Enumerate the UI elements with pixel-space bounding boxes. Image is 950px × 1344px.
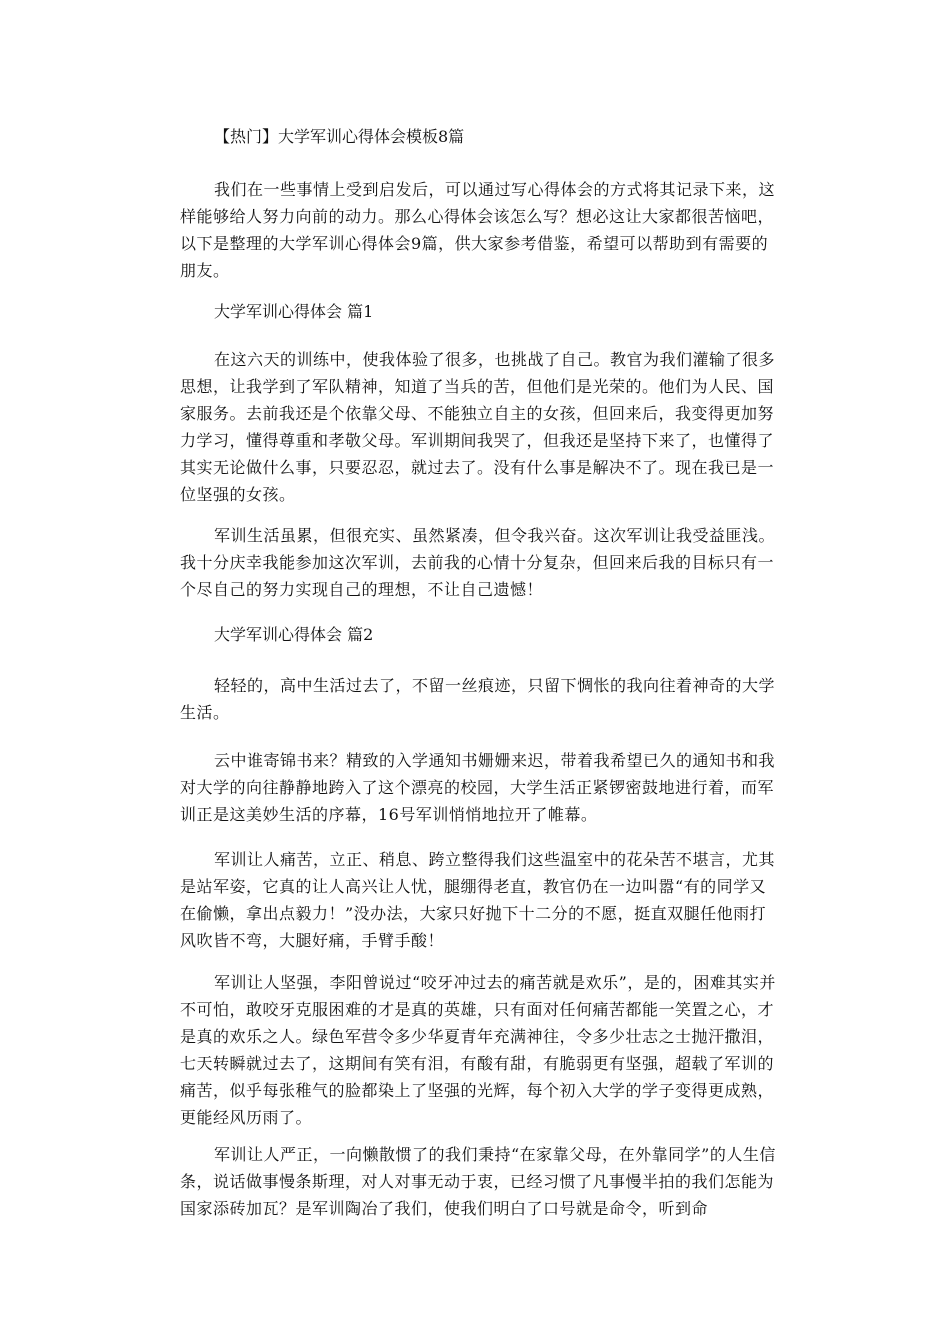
section-1-paragraph-2: 军训生活虽累，但很充实、虽然紧凑，但令我兴奋。这次军训让我受益匪浅。我十分庆幸我能参加这次军训，去前我的心情十分复杂，但回来后我的目标只有一个尽自己的努力实现自己的理想，不让自己遗憾！ — [180, 526, 776, 599]
section-2-paragraph-1: 轻轻的，高中生活过去了，不留一丝痕迹，只留下惆怅的我向往着神奇的大学生活。 — [180, 676, 776, 722]
section-heading-2: 大学军训心得体会 篇2 — [214, 625, 374, 644]
section-heading-1: 大学军训心得体会 篇1 — [214, 302, 374, 321]
section-2-paragraph-3: 军训让人痛苦，立正、稍息、跨立整得我们这些温室中的花朵苦不堪言，尤其是站军姿，它真的让人高兴让人忧，腿绷得老直，教官仍在一边叫嚣“有的同学又在偷懒，拿出点毅力！”没办法，大家只好抛下十二分的不愿，挺直双腿任他雨打风吹皆不弯，大腿好痛，手臂手酸！ — [180, 850, 776, 950]
section-2-paragraph-5: 军训让人严正，一向懒散惯了的我们秉持“在家靠父母，在外靠同学”的人生信条，说话做事慢条斯理，对人对事无动于衷，已经习惯了凡事慢半拍的我们怎能为国家添砖加瓦？是军训陶冶了我们，使我们明白了口号就是命令，听到命 — [180, 1145, 776, 1218]
section-2-paragraph-2: 云中谁寄锦书来？精致的入学通知书姗姗来迟，带着我希望已久的通知书和我对大学的向往静静地跨入了这个漂亮的校园，大学生活正紧锣密鼓地进行着，而军训正是这美妙生活的序幕，16号军训悄悄地拉开了帷幕。 — [180, 751, 776, 824]
intro-paragraph: 我们在一些事情上受到启发后，可以通过写心得体会的方式将其记录下来，这样能够给人努力向前的动力。那么心得体会该怎么写？想必这让大家都很苦恼吧，以下是整理的大学军训心得体会9篇，供大家参考借鉴，希望可以帮助到有需要的朋友。 — [180, 180, 776, 280]
section-2-paragraph-4: 军训让人坚强，李阳曾说过“咬牙冲过去的痛苦就是欢乐”，是的，困难其实并不可怕，敢咬牙克服困难的才是真的英雄，只有面对任何痛苦都能一笑置之心，才是真的欢乐之人。绿色军营令多少华夏青年充满神往，令多少壮志之士抛汗撒泪，七天转瞬就过去了，这期间有笑有泪，有酸有甜，有脆弱更有坚强，超载了军训的痛苦，似乎每张稚气的脸都染上了坚强的光辉，每个初入大学的学子变得更成熟，更能经风历雨了。 — [180, 973, 776, 1127]
section-1-paragraph-1: 在这六天的训练中，使我体验了很多，也挑战了自己。教官为我们灌输了很多思想，让我学到了军队精神，知道了当兵的苦，但他们是光荣的。他们为人民、国家服务。去前我还是个依靠父母、不能独立自主的女孩，但回来后，我变得更加努力学习，懂得尊重和孝敬父母。军训期间我哭了，但我还是坚持下来了，也懂得了其实无论做什么事，只要忍忍，就过去了。没有什么事是解决不了。现在我已是一位坚强的女孩。 — [180, 350, 776, 504]
document-title: 【热门】大学军训心得体会模板8篇 — [214, 127, 465, 146]
